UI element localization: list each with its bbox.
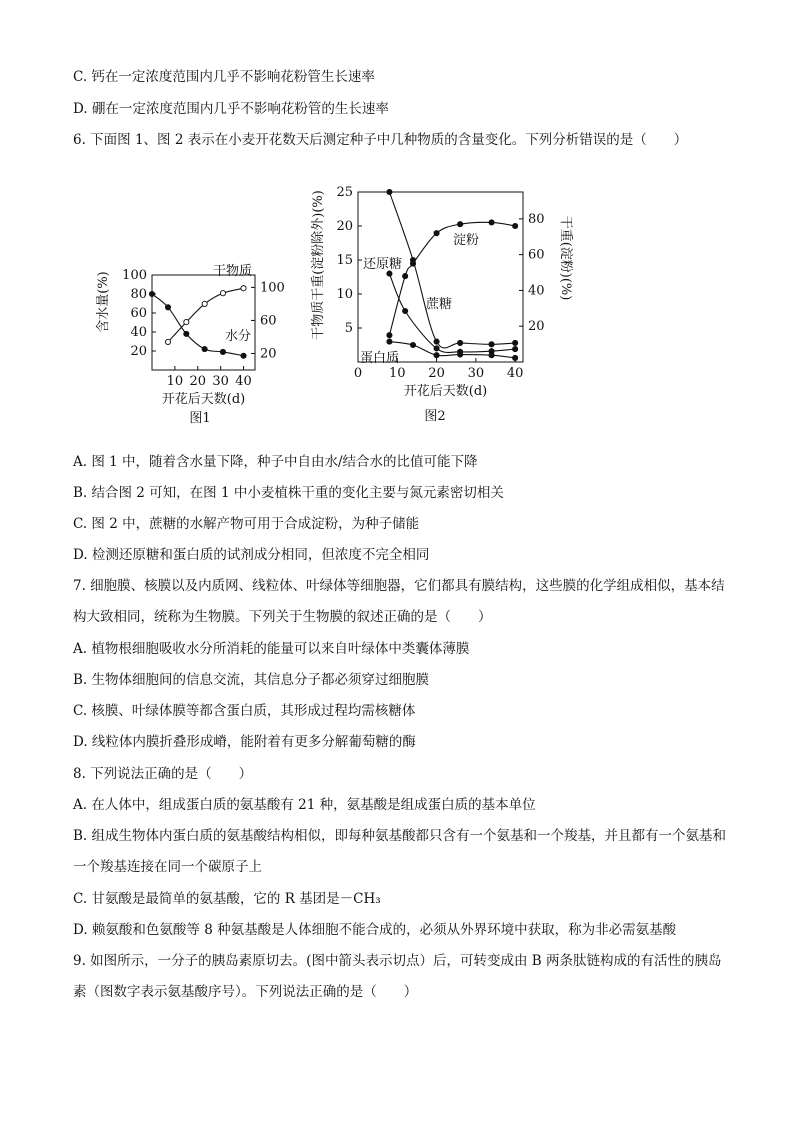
y-right-tick-label: 80 (528, 211, 545, 227)
y-right-tick-label: 20 (528, 319, 545, 335)
y-left-tick-label: 15 (336, 253, 353, 268)
x-tick-label: 30 (212, 374, 229, 389)
series-3-label: 还原糖 (363, 257, 403, 272)
q8-option-b: B. 组成生物体内蛋白质的氨基酸结构相似，即每种氨基酸都只含有一个氨基和一个羧基，并且都有一个氨基和一个羧基连接在同一个碳原子上 (73, 828, 727, 875)
x-tick-label: 20 (428, 366, 445, 381)
figure-2 (300, 180, 585, 430)
series-1-point (165, 339, 170, 344)
x-axis-title: 开花后天数(d) (161, 392, 246, 407)
x-tick-label: 0 (353, 366, 363, 381)
q6-option-b: B. 结合图 2 可知，在图 1 中小麦植株干重的变化主要与氮元素密切相关 (73, 485, 504, 501)
series-2-label: 蔗糖 (426, 297, 453, 312)
q8-option-c: C. 甘氨酸是最简单的氨基酸，它的 R 基团是－CH₃ (73, 891, 381, 907)
y-right-tick-label: 60 (260, 313, 277, 329)
series-1-point (241, 286, 246, 291)
y-right-tick-label: 60 (528, 247, 545, 263)
series-1-label: 干物质 (213, 264, 253, 279)
y-left-tick-label: 100 (122, 268, 147, 283)
y-left-tick-label: 10 (336, 287, 353, 302)
figure-2-chart (300, 180, 585, 430)
q6-option-a: A. 图 1 中，随着含水量下降，种子中自由水/结合水的比值可能下降 (73, 454, 478, 470)
figure-caption: 图1 (189, 411, 211, 426)
q7-option-d: D. 线粒体内膜折叠形成嵴，能附着有更多分解葡萄糖的酶 (73, 734, 416, 750)
series-1-point (220, 291, 225, 296)
y-right-tick-label: 40 (528, 283, 545, 299)
y-left-tick-label: 60 (130, 306, 147, 321)
q8-stem: 8. 下列说法正确的是（ ） (73, 766, 253, 782)
series-2-point (513, 340, 518, 345)
series-2-point (220, 349, 225, 354)
y-right-axis-title: 干重(淀粉)(%) (558, 215, 573, 301)
series-1-label: 淀粉 (453, 233, 480, 248)
y-left-axis-title: 含水量(%) (96, 271, 111, 333)
series-4-point (387, 339, 392, 344)
q6-option-d: D. 检测还原糖和蛋白质的试剂成分相同，但浓度不完全相同 (73, 547, 430, 563)
series-1-point (513, 223, 518, 228)
series-2-point (241, 353, 246, 358)
series-2-line (152, 294, 244, 356)
q7-stem: 7. 细胞膜、核膜以及内质网、线粒体、叶绿体等细胞器，它们都具有膜结构，这些膜的化学组成相似，基本结构大致相同，统称为生物膜。下列关于生物膜的叙述正确的是（ ） (73, 578, 725, 625)
x-tick-label: 40 (506, 366, 524, 381)
series-2-point (489, 342, 494, 347)
x-tick-label: 20 (189, 374, 207, 389)
q7-option-a: A. 植物根细胞吸收水分所消耗的能量可以来自叶绿体中类囊体薄膜 (73, 641, 470, 657)
series-2-point (149, 291, 154, 296)
x-tick-label: 30 (467, 366, 485, 381)
series-4-label: 蛋白质 (360, 351, 400, 366)
q8-option-d: D. 赖氨酸和色氨酸等 8 种氨基酸是人体细胞不能合成的，必须从外界环境中获取，称为非必需氨基酸 (73, 922, 677, 938)
x-axis-title: 开花后天数(d) (403, 384, 488, 399)
series-4-point (410, 342, 415, 347)
x-tick-label: 10 (389, 366, 406, 381)
y-left-tick-label: 20 (130, 344, 147, 359)
series-4-point (513, 355, 518, 360)
x-tick-label: 10 (166, 374, 184, 389)
series-2-label: 水分 (225, 329, 252, 344)
q8-option-a: A. 在人体中，组成蛋白质的氨基酸有 21 种，氨基酸是组成蛋白质的基本单位 (73, 797, 536, 813)
series-2-point (434, 339, 439, 344)
series-2-point (458, 340, 463, 345)
series-1-point (458, 222, 463, 227)
series-1-point (434, 231, 439, 236)
series-3-line (389, 274, 515, 353)
figure-1 (95, 250, 305, 430)
series-4-point (458, 352, 463, 357)
series-3-point (403, 308, 408, 313)
series-1-point (387, 333, 392, 338)
series-2-point (387, 189, 392, 194)
q5-option-c: C. 钙在一定浓度范围内几乎不影响花粉管生长速率 (73, 69, 375, 85)
q5-option-d: D. 硼在一定浓度范围内几乎不影响花粉管的生长速率 (73, 101, 389, 117)
q9-stem: 9. 如图所示，一分子的胰岛素原切去。(图中箭头表示切点）后，可转变成由 B 两条肽链构成的有活性的胰岛素（图数字表示氨基酸序号）。下列说法正确的是（ ） (73, 953, 722, 1000)
q7-option-c: C. 核膜、叶绿体膜等都含蛋白质，其形成过程均需核糖体 (73, 703, 416, 719)
x-tick-label: 40 (235, 374, 252, 389)
y-right-tick-label: 20 (260, 346, 277, 362)
y-left-tick-label: 25 (336, 185, 353, 200)
series-1-point (489, 220, 494, 225)
y-left-tick-label: 40 (130, 325, 147, 340)
series-3-point (513, 346, 518, 351)
series-2-point (410, 257, 415, 262)
series-4-point (489, 353, 494, 358)
series-1-point (202, 301, 207, 306)
plot-frame (358, 192, 523, 362)
series-2-line (389, 192, 515, 348)
q7-option-b: B. 生物体细胞间的信息交流，其信息分子都必须穿过细胞膜 (73, 672, 430, 688)
series-3-point (434, 346, 439, 351)
y-left-tick-label: 20 (336, 219, 353, 234)
y-right-tick-label: 100 (260, 280, 285, 296)
figure-1-chart (95, 250, 305, 430)
series-1-point (184, 319, 189, 324)
y-left-axis-title: 干物质干重(淀粉除外)(%) (311, 190, 326, 340)
q6-stem: 6. 下面图 1、图 2 表示在小麦开花数天后测定种子中几种物质的含量变化。下列分析错误的是（ ） (73, 132, 688, 148)
q6-option-c: C. 图 2 中，蔗糖的水解产物可用于合成淀粉，为种子储能 (73, 516, 420, 532)
series-2-point (202, 347, 207, 352)
series-2-point (184, 331, 189, 336)
y-left-tick-label: 80 (130, 287, 147, 302)
series-1-point (403, 274, 408, 279)
series-2-point (165, 305, 170, 310)
series-4-point (434, 353, 439, 358)
y-left-tick-label: 5 (344, 321, 353, 336)
figure-caption: 图2 (424, 409, 446, 424)
